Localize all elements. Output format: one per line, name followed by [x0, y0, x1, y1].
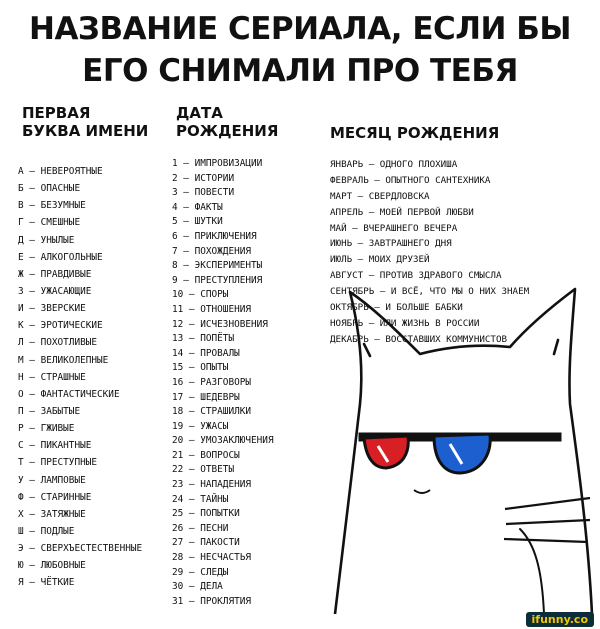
month-entry: АПРЕЛЬ – МОЕЙ ПЕРВОЙ ЛЮБВИ [330, 206, 474, 218]
letter-entry: Ж – ПРАВДИВЫЕ [18, 268, 92, 280]
letter-entry: Д – УНЫЛЫЕ [18, 234, 75, 246]
day-entry: 15 – ОПЫТЫ [172, 362, 229, 374]
day-entry: 27 – ПАКОСТИ [172, 537, 240, 549]
3d-glasses [360, 434, 560, 473]
first-letter-header-line-2: БУКВА ИМЕНИ [22, 122, 149, 140]
month-entry: ЯНВАРЬ – ОДНОГО ПЛОХИША [330, 159, 458, 170]
birth-month-header: МЕСЯЦ РОЖДЕНИЯ [330, 124, 500, 142]
letter-entry: Р – ГЖИВЫЕ [18, 423, 75, 435]
month-entry: ФЕВРАЛЬ – ОПЫТНОГО САНТЕХНИКА [330, 174, 491, 186]
letter-entry: М – ВЕЛИКОЛЕПНЫЕ [18, 354, 109, 366]
day-entry: 2 – ИСТОРИИ [172, 172, 235, 184]
day-entry: 10 – СПОРЫ [172, 289, 229, 301]
day-entry: 16 – РАЗГОВОРЫ [172, 376, 252, 388]
day-entry: 22 – ОТВЕТЫ [172, 464, 235, 476]
meme-title-line-1: НАЗВАНИЕ СЕРИАЛА, ЕСЛИ БЫ [29, 11, 571, 47]
day-entry: 11 – ОТНОШЕНИЯ [172, 303, 252, 315]
birth-day-header-line-1: ДАТА [176, 104, 223, 122]
days-list [172, 157, 274, 609]
letter-entry: Т – ПРЕСТУПНЫЕ [18, 457, 98, 469]
letter-entry: В – БЕЗУМНЫЕ [18, 200, 86, 212]
month-entry: МАРТ – СВЕРДЛОВСКА [330, 190, 430, 202]
day-entry: 12 – ИСЧЕЗНОВЕНИЯ [172, 318, 268, 330]
day-entry: 9 – ПРЕСТУПЛЕНИЯ [172, 274, 263, 286]
letter-entry: А – НЕВЕРОЯТНЫЕ [18, 166, 103, 177]
day-entry: 3 – ПОВЕСТИ [172, 187, 235, 199]
day-entry: 29 – СЛЕДЫ [172, 566, 229, 578]
letter-entry: И – ЗВЕРСКИЕ [18, 303, 86, 315]
letter-entry: Е – АЛКОГОЛЬНЫЕ [18, 251, 103, 263]
letter-entry: Ш – ПОДЛЫЕ [18, 525, 75, 537]
day-entry: 30 – ДЕЛА [172, 581, 223, 593]
day-entry: 18 – СТРАШИЛКИ [172, 406, 252, 418]
first-letter-header-line-1: ПЕРВАЯ [22, 104, 91, 122]
day-entry: 5 – ШУТКИ [172, 216, 223, 228]
month-entry: МАЙ – ВЧЕРАШНЕГО ВЕЧЕРА [330, 222, 458, 234]
letter-entry: О – ФАНТАСТИЧЕСКИЕ [18, 388, 120, 400]
birth-day-header [176, 104, 278, 140]
cat-with-3d-glasses-illustration [330, 284, 596, 614]
day-entry: 8 – ЭКСПЕРИМЕНТЫ [172, 260, 263, 272]
month-entry: ИЮНЬ – ЗАВТРАШНЕГО ДНЯ [330, 238, 452, 250]
month-entry: АВГУСТ – ПРОТИВ ЗДРАВОГО СМЫСЛА [330, 270, 502, 282]
day-entry: 21 – ВОПРОСЫ [172, 449, 240, 461]
day-entry: 31 – ПРОКЛЯТИЯ [172, 595, 252, 607]
letter-entry: Ю – ЛЮБОВНЫЕ [18, 560, 86, 572]
day-entry: 28 – НЕСЧАСТЬЯ [172, 552, 252, 564]
letter-entry: К – ЭРОТИЧЕСКИЕ [18, 320, 103, 332]
letter-entry: Н – СТРАШНЫЕ [18, 371, 86, 383]
day-entry: 25 – ПОПЫТКИ [172, 508, 240, 520]
letter-entry: Х – ЗАТЯЖНЫЕ [18, 508, 86, 520]
month-entry: НОЯБРЬ – ИЛИ ЖИЗНЬ В РОССИИ [330, 317, 480, 329]
letter-entry: Г – СМЕШНЫЕ [18, 217, 81, 229]
day-entry: 24 – ТАЙНЫ [172, 493, 229, 505]
letter-entry: С – ПИКАНТНЫЕ [18, 440, 92, 452]
letter-entry: Ф – СТАРИННЫЕ [18, 491, 92, 503]
day-entry: 26 – ПЕСНИ [172, 522, 229, 534]
letter-entry: Э – СВЕРХЪЕСТЕСТВЕННЫЕ [18, 543, 143, 555]
month-entry: СЕНТЯБРЬ – И ВСЁ, ЧТО МЫ О НИХ ЗНАЕМ [330, 286, 530, 298]
letter-entry: Л – ПОХОТЛИВЫЕ [18, 337, 98, 349]
meme-title-line-2: ЕГО СНИМАЛИ ПРО ТЕБЯ [82, 53, 518, 89]
month-entry: ДЕКАБРЬ – ВОССТАВШИХ КОММУНИСТОВ [330, 333, 508, 345]
day-entry: 6 – ПРИКЛЮЧЕНИЯ [172, 230, 257, 242]
letters-list [18, 163, 142, 592]
ifunny-watermark: ifunny.co [526, 612, 594, 627]
day-entry: 13 – ПОПЁТЫ [172, 333, 235, 345]
day-entry: 1 – ИМПРОВИЗАЦИИ [172, 158, 263, 169]
letter-entry: У – ЛАМПОВЫЕ [18, 474, 86, 486]
letter-entry: З – УЖАСАЮЩИЕ [18, 285, 92, 297]
birth-day-header-line-2: РОЖДЕНИЯ [176, 122, 279, 140]
first-letter-header [22, 104, 148, 140]
month-entry: ОКТЯБРЬ – И БОЛЬШЕ БАБКИ [330, 302, 463, 314]
day-entry: 19 – УЖАСЫ [172, 420, 229, 432]
day-entry: 4 – ФАКТЫ [172, 201, 223, 213]
day-entry: 17 – ШЕДЕВРЫ [172, 391, 240, 403]
letter-entry: П – ЗАБЫТЫЕ [18, 405, 81, 417]
letter-entry: Я – ЧЁТКИЕ [18, 577, 75, 589]
day-entry: 23 – НАПАДЕНИЯ [172, 479, 252, 491]
month-entry: ИЮЛЬ – МОИХ ДРУЗЕЙ [330, 254, 430, 266]
day-entry: 20 – УМОЗАКЛЮЧЕНИЯ [172, 435, 274, 447]
day-entry: 14 – ПРОВАЛЫ [172, 347, 240, 359]
letter-entry: Б – ОПАСНЫЕ [18, 183, 81, 195]
day-entry: 7 – ПОХОЖДЕНИЯ [172, 245, 252, 257]
